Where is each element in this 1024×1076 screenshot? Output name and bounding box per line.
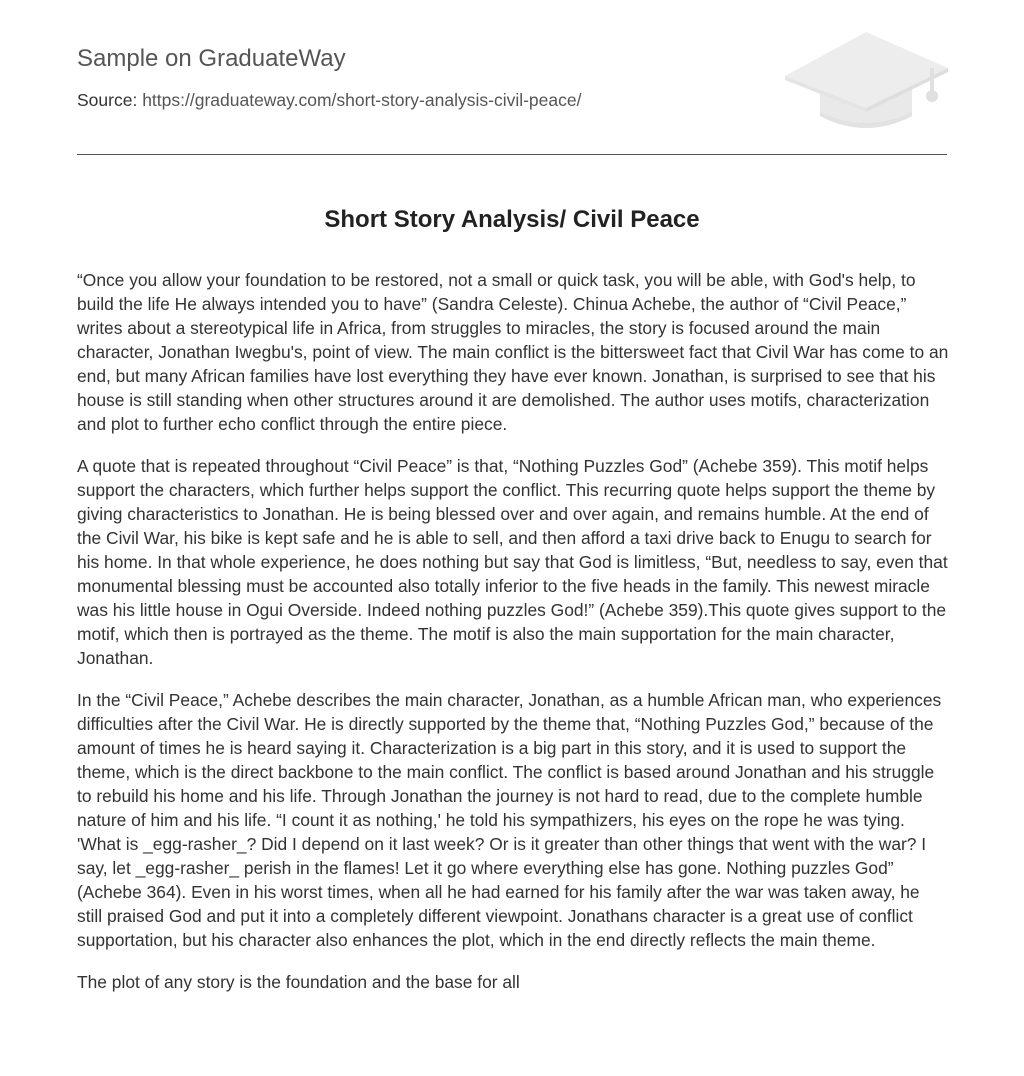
paragraph: The plot of any story is the foundation and the base for all: [77, 972, 520, 992]
source-link[interactable]: https://graduateway.com/short-story-analysis-civil-peace/: [142, 90, 582, 110]
source-label: Source:: [77, 90, 138, 110]
document-body: [77, 268, 949, 1012]
site-title: Sample on GraduateWay: [77, 45, 346, 72]
document-title: Short Story Analysis/ Civil Peace: [324, 206, 700, 233]
paragraph: A quote that is repeated throughout “Civil Peace” is that, “Nothing Puzzles God” (Achebe 359). This motif helps support the characters, which further helps support the conflict. This recurring quote helps support the theme by giving characteristics to Jonathan. He is being blessed over and over again, and remains humble. At the end of the Civil War, his bike is kept safe and he is able to sell, and then afford a taxi drive back to Enugu to search for his home. In that whole experience, he does nothing but say that God is limitless, “But, needless to say, even that monumental blessing must be accounted also totally inferior to the five heads in the family. This newest miracle was his little house in Ogui Overside. Indeed nothing puzzles God!” (Achebe 359).This quote gives support to the motif, which then is portrayed as the theme. The motif is also the main supportation for the main character, Jonathan.: [77, 456, 948, 668]
paragraph: “Once you allow your foundation to be restored, not a small or quick task, you will be able, with God's help, to build the life He always intended you to have” (Sandra Celeste). Chinua Achebe, the author of “Civil Peace,” writes about a stereotypical life in Africa, from struggles to miracles, the story is focused around the main character, Jonathan Iwegbu's, point of view. The main conflict is the bittersweet fact that Civil War has come to an end, but many African families have lost everything they have ever known. Jonathan, is surprised to see that his house is still standing when other structures around it are demolished. The author uses motifs, characterization and plot to further echo conflict through the entire piece.: [77, 270, 949, 434]
graduation-cap-icon: [782, 28, 952, 134]
source-line: [77, 88, 581, 112]
paragraph: In the “Civil Peace,” Achebe describes the main character, Jonathan, as a humble African man, who experiences difficulties after the Civil War. He is directly supported by the theme that, “Nothing Puzzles God,” because of the amount of times he is heard saying it. Characterization is a big part in this story, and it is used to support the theme, which is the direct backbone to the main conflict. The conflict is based around Jonathan and his struggle to rebuild his home and his life. Through Jonathan the journey is not hard to read, due to the complete humble nature of him and his life. “I count it as nothing,' he told his sympathizers, his eyes on the rope he was tying. 'What is _egg-rasher_? Did I depend on it last week? Or is it greater than other things that went with the war? I say, let _egg-rasher_ perish in the flames! Let it go where everything else has gone. Nothing puzzles God” (Achebe 364). Even in his worst times, when all he had earned for his family after the war was taken away, he still praised God and put it into a completely different viewpoint. Jonathans character is a great use of conflict supportation, but his character also enhances the plot, which in the end directly reflects the main theme.: [77, 690, 942, 950]
header-divider: [77, 154, 947, 155]
